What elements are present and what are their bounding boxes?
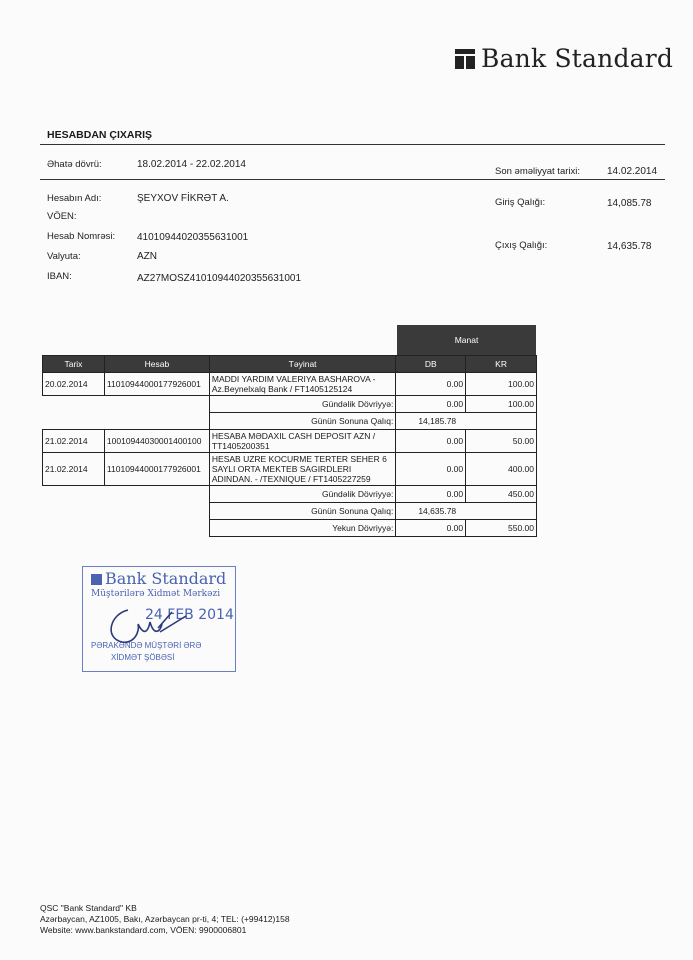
stamp-subtitle: Müştərilərə Xidmət Mərkəzi xyxy=(91,589,221,599)
stamp-line5: XİDMƏT ŞÖBƏSİ xyxy=(111,653,175,662)
daily-turnover-label: Gündəlik Dövriyyə: xyxy=(209,486,395,503)
total-kr: 550.00 xyxy=(466,520,537,537)
currency-header: Manat xyxy=(397,325,536,355)
row-kr: 100.00 xyxy=(466,373,537,396)
day-end-balance: 14,185.78 xyxy=(396,413,537,430)
table-row xyxy=(43,430,537,453)
daily-turnover-label: Gündəlik Dövriyyə: xyxy=(209,396,395,413)
divider xyxy=(40,144,665,145)
col-account: Hesab xyxy=(104,356,209,373)
row-kr: 400.00 xyxy=(466,453,537,486)
transactions-table xyxy=(42,355,537,537)
account-name: ŞEYXOV FİKRƏT A. xyxy=(137,193,229,204)
footer-website: Website: www.bankstandard.com, VÖEN: 9900006801 xyxy=(40,925,247,935)
row-db: 0.00 xyxy=(396,453,466,486)
row-purpose: HESAB UZRE KOCURME TERTER SEHER 6 SAYLI ORTA MEKTEB SAGIRDLERI ADINDAN. - /TEXNIQUE / FT1405227259 xyxy=(209,453,395,486)
bank-logo xyxy=(455,44,673,73)
col-kr: KR xyxy=(466,356,537,373)
stamp-logo-icon xyxy=(91,574,102,585)
row-db: 0.00 xyxy=(396,430,466,453)
footer xyxy=(40,903,290,936)
table-header-row xyxy=(43,356,537,373)
voen-label: VÖEN: xyxy=(47,211,77,222)
stamp-title: Bank Standard xyxy=(91,569,226,588)
divider xyxy=(40,179,665,180)
footer-address: Azərbaycan, AZ1005, Bakı, Azərbaycan pr-ti, 4; TEL: (+99412)158 xyxy=(40,914,290,924)
total-turnover-label: Yekun Dövriyyə: xyxy=(209,520,395,537)
opening-balance-label: Giriş Qalığı: xyxy=(495,197,546,208)
col-db: DB xyxy=(396,356,466,373)
day-end-balance: 14,635.78 xyxy=(396,503,537,520)
bank-logo-icon xyxy=(455,49,475,69)
daily-turnover-kr: 100.00 xyxy=(466,396,537,413)
col-purpose: Təyinat xyxy=(209,356,395,373)
col-date: Tarix xyxy=(43,356,105,373)
row-date: 20.02.2014 xyxy=(43,373,105,396)
row-purpose: MADDI YARDIM VALERIYA BASHAROVA - Az.Beynelxalq Bank / FT1405125124 xyxy=(209,373,395,396)
day-end-label: Günün Sonuna Qalıq: xyxy=(209,413,395,430)
opening-balance: 14,085.78 xyxy=(607,198,652,209)
daily-turnover-kr: 450.00 xyxy=(466,486,537,503)
stamp-date: 24 FEB 2014 xyxy=(145,607,234,623)
row-date: 21.02.2014 xyxy=(43,453,105,486)
row-kr: 50.00 xyxy=(466,430,537,453)
document-title: HESABDAN ÇIXARIŞ xyxy=(47,129,153,141)
day-end-label: Günün Sonuna Qalıq: xyxy=(209,503,395,520)
account-number: 41010944020355631001 xyxy=(137,232,249,243)
row-account: 11010944000177926001 xyxy=(104,453,209,486)
total-turnover-row xyxy=(43,520,537,537)
daily-turnover-row xyxy=(43,486,537,503)
day-end-balance-row xyxy=(43,503,537,520)
day-end-balance-row xyxy=(43,413,537,430)
table-row xyxy=(43,453,537,486)
period-value: 18.02.2014 - 22.02.2014 xyxy=(137,159,246,170)
period-label: Əhatə dövrü: xyxy=(47,159,102,170)
table-row xyxy=(43,373,537,396)
row-db: 0.00 xyxy=(396,373,466,396)
stamp-line4: PƏRAKƏNDƏ MÜŞTƏRİ ƏRƏ xyxy=(91,641,202,650)
last-op-value: 14.02.2014 xyxy=(607,166,658,177)
footer-company: QSC "Bank Standard" KB xyxy=(40,903,137,913)
iban-value: AZ27MOSZ41010944020355631001 xyxy=(137,273,302,284)
iban-label: IBAN: xyxy=(47,271,72,282)
daily-turnover-db: 0.00 xyxy=(396,486,466,503)
currency-label: Valyuta: xyxy=(47,251,81,262)
total-db: 0.00 xyxy=(396,520,466,537)
row-account: 10010944030001400100 xyxy=(104,430,209,453)
signature xyxy=(100,602,190,652)
row-date: 21.02.2014 xyxy=(43,430,105,453)
last-op-label: Son əməliyyat tarixi: xyxy=(495,166,581,177)
row-account: 11010944000177926001 xyxy=(104,373,209,396)
daily-turnover-db: 0.00 xyxy=(396,396,466,413)
bank-name: Bank Standard xyxy=(481,44,674,73)
currency-value: AZN xyxy=(137,251,157,262)
closing-balance: 14,635.78 xyxy=(607,241,652,252)
closing-balance-label: Çıxış Qalığı: xyxy=(495,240,548,251)
row-purpose: HESABA MƏDAXIL CASH DEPOSIT AZN / TT1405200351 xyxy=(209,430,395,453)
daily-turnover-row xyxy=(43,396,537,413)
account-number-label: Hesab Nomrəsi: xyxy=(47,231,116,242)
account-name-label: Hesabın Adı: xyxy=(47,193,102,204)
